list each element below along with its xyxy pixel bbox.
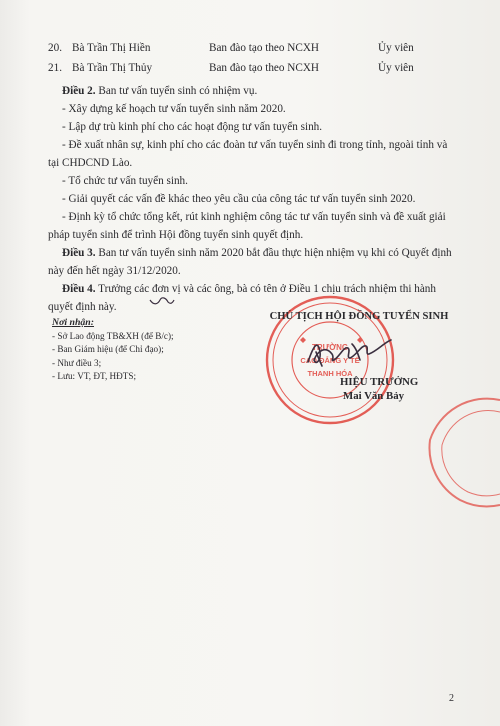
task-item: - Định kỳ tổ chức tổng kết, rút kinh nghiệm công tác tư vấn tuyển sinh và đề xuất giải pháp tuyển sinh để trình Hội đồng tuyển sinh quyết định. [48, 211, 446, 241]
member-role: Ủy viên [378, 42, 414, 54]
task-item: - Đề xuất nhân sự, kinh phí cho các đoàn tư vấn tuyển sinh đi trong tỉnh, ngoài tỉnh và tại CHDCND Lào. [48, 139, 448, 169]
task-item: - Giải quyết các vấn đề khác theo yêu cầu của công tác tư vấn tuyển sinh 2020. [62, 193, 416, 205]
article-4-text: Trưởng các đơn vị và các ông, bà có tên ở Điều 1 chịu trách nhiệm thi hành quyết định này. [48, 283, 436, 313]
page-number: 2 [449, 693, 454, 704]
recipient-item: - Ban Giám hiệu (để Chỉ đạo); [52, 344, 164, 354]
article-2-label: Điều 2. [62, 85, 96, 97]
seal-line-2: CAO ĐẲNG Y TẾ [300, 356, 360, 365]
article-3-text: Ban tư vấn tuyển sinh năm 2020 bắt đầu thực hiện nhiệm vụ khi có Quyết định này đến hết ngày 31/12/2020. [48, 247, 452, 277]
article-3-label: Điều 3. [62, 247, 96, 259]
member-role: Ủy viên [378, 62, 414, 74]
partial-seal-icon [429, 399, 500, 507]
signature-role: HIỆU TRƯỞNG [340, 376, 419, 388]
signer-name: Mai Văn Bảy [343, 390, 404, 402]
member-unit: Ban đào tạo theo NCXH [209, 62, 319, 74]
member-number: 20. [48, 42, 62, 54]
member-name: Bà Trần Thị Hiền [72, 42, 151, 54]
task-item: - Tổ chức tư vấn tuyển sinh. [62, 175, 188, 187]
article-2-intro-text: Ban tư vấn tuyển sinh có nhiệm vụ. [98, 85, 258, 97]
seal-line-1: TRƯỜNG [311, 343, 349, 352]
article-4-label: Điều 4. [62, 283, 96, 295]
recipient-item: - Như điều 3; [52, 357, 102, 368]
signature-title: CHỦ TỊCH HỘI ĐỒNG TUYỂN SINH [269, 311, 449, 322]
recipient-item: - Sở Lao động TB&XH (để B/c); [52, 330, 174, 341]
recipients-heading: Nơi nhận: [52, 317, 95, 328]
member-name: Bà Trần Thị Thủy [72, 62, 153, 74]
initials-mark-icon [150, 298, 174, 304]
task-item: - Lập dự trù kinh phí cho các hoạt động tư vấn tuyển sinh. [62, 121, 323, 133]
seal-line-3: THANH HÓA [307, 369, 353, 378]
recipient-item: - Lưu: VT, ĐT, HĐTS; [52, 371, 137, 381]
member-unit: Ban đào tạo theo NCXH [209, 42, 319, 54]
member-number: 21. [48, 62, 62, 74]
task-item: - Xây dựng kế hoạch tư vấn tuyển sinh năm 2020. [62, 103, 286, 115]
